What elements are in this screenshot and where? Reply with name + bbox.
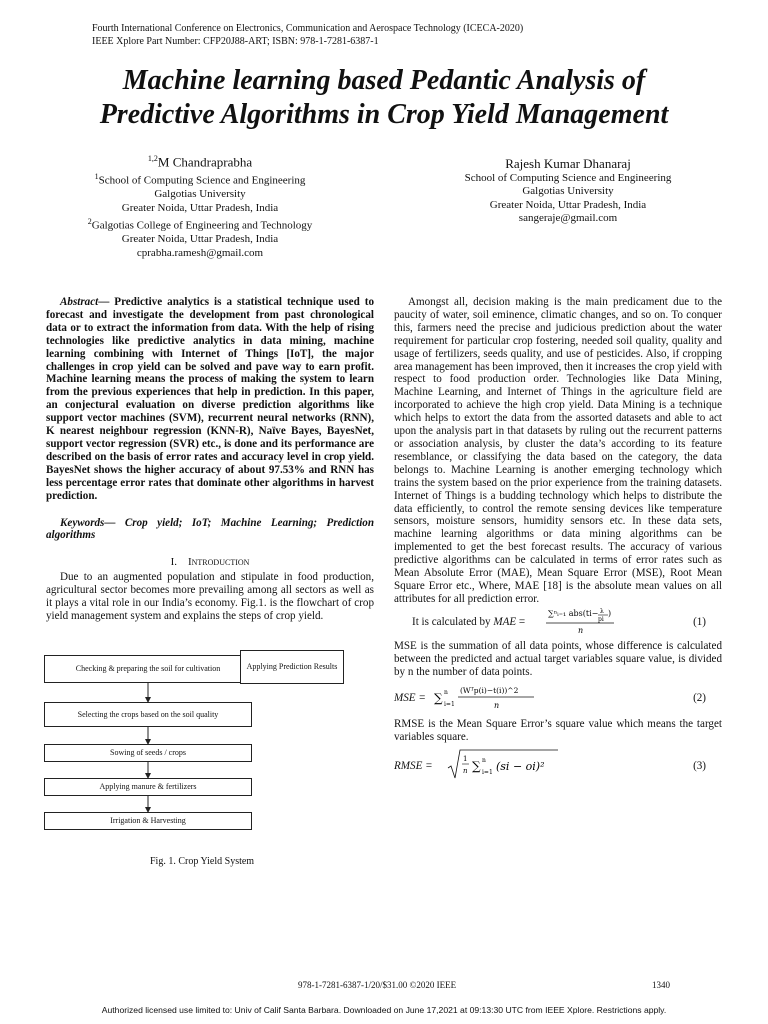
title-line-2: Predictive Algorithms in Crop Yield Management bbox=[99, 99, 669, 130]
keywords: Keywords— Crop yield; IoT; Machine Learning; Prediction algorithms bbox=[46, 516, 374, 542]
right-paragraph-1: Amongst all, decision making is the main predicament due to the paucity of water, soil eminence, climatic changes, and so on. To conquer this, farmers need the precise and judicious prediction about the water requirement for particular crop fostering, needed soil quality, quality and usage of fertilizers, seeds quality, and use of pesticides. Also, if cropping area management has been improved, then it increases the crop yield with respect to food production order. Technologies like Data Mining, Machine Learning, and Internet of Things in the agriculture field are incorporated to achieve the high crop yield. Data Mining is a technique which helps to extort the data from the assorted datasets and able to act upon the analysis part in that datasets by ruling out the recurrent patterns or association analysis, by cluster the data’s according to its feature resemblance, or classifying the data based on the category, the data belongs to. Machine Learning is another emerging technology which trains the system based on the prior experience from the training datasets. Internet of Things is a budding technology which helps to distribute the data efficiently, to control the remote sensing devices like temperature sensors, moisture sensors, humidity sensors etc. In these data sets, machine learning algorithms or data mining algorithms can be implemented to get the best forecast results. The accuracy of various predictive algorithms can be calculated in terms of error rates such as Mean Absolute Error (MAE), Mean Square Error (MSE), Root Mean Square Error etc., Where, MAE [18] is the absolute mean values on all attributes for all prediction error. bbox=[394, 296, 722, 605]
svg-text:pi: pi bbox=[598, 615, 604, 623]
author-2-location: Greater Noida, Uttar Pradesh, India bbox=[489, 198, 647, 211]
author-1-affiliation: School of Computing Science and Engineering bbox=[98, 174, 306, 187]
svg-text:n: n bbox=[578, 625, 584, 635]
svg-text:λ: λ bbox=[600, 607, 604, 615]
author-1-location-2: Greater Noida, Uttar Pradesh, India bbox=[121, 233, 279, 246]
svg-text:n: n bbox=[494, 701, 500, 711]
svg-text:n: n bbox=[463, 767, 468, 776]
svg-text:∑ⁿᵢ₌₁ abs(ti−: ∑ⁿᵢ₌₁ abs(ti− bbox=[548, 608, 599, 618]
author-1-university: Galgotias University bbox=[154, 188, 246, 201]
svg-text:): ) bbox=[608, 608, 612, 618]
footer-copyright: 978-1-7281-6387-1/20/$31.00 ©2020 IEEE bbox=[298, 980, 457, 990]
flowchart-box-irrigation: Irrigation & Harvesting bbox=[44, 812, 252, 830]
header-line-1: Fourth International Conference on Electronics, Communication and Aerospace Technology (ICECA-2020) bbox=[92, 23, 524, 34]
author-1-name: $^{1,2}$M Chandraprabha bbox=[147, 154, 253, 170]
author-2-university: Galgotias University bbox=[522, 185, 614, 198]
author-1-block: $^{1,2}$M Chandraprabha $^1$School of Computing Science and Engineering Galgotias University Greater Noida, Uttar Pradesh, India $^2$Galgotias College of Engineering and Technology Greater Noida, Uttar Pradesh, India cprabha.ramesh@gmail.com bbox=[40, 150, 360, 260]
svg-text:1: 1 bbox=[463, 755, 468, 764]
author-2-affiliation: School of Computing Science and Engineering bbox=[464, 172, 672, 184]
right-paragraph-3: RMSE is the Mean Square Error’s square value which means the target variables square. bbox=[394, 718, 722, 744]
author-2-email: sangeraje@gmail.com bbox=[518, 212, 618, 225]
equation-1: It is calculated by MAE = ∑ⁿᵢ₌₁ abs(ti− λ pi ) n (1) bbox=[394, 606, 722, 640]
svg-text:n: n bbox=[444, 689, 448, 697]
equation-2: MSE = ∑ n i=1 (Wᵀp(i)−t(i))^2 n (2) bbox=[394, 678, 722, 718]
crop-yield-flowchart bbox=[44, 650, 344, 850]
author-1-affiliation-2: Galgotias College of Engineering and Technology bbox=[91, 219, 313, 232]
svg-text:∑: ∑ bbox=[434, 691, 443, 706]
figure-caption: Fig. 1. Crop Yield System bbox=[150, 856, 255, 867]
intro-paragraph: Due to an augmented population and stipulate in food production, agricultural sector becomes more prevailing among all sectors as well as it plays a vital role in our India’s economy. Fig.1. is the flowchart of crop yield management system and explains the steps of crop yield. bbox=[46, 571, 374, 622]
title-line-1: Machine learning based Pedantic Analysis of bbox=[122, 65, 646, 96]
equation-3-radical bbox=[446, 748, 566, 784]
section-heading-introduction: I. Introduction bbox=[170, 556, 250, 569]
author-2-block bbox=[408, 155, 728, 226]
flowchart-box-prediction: Applying Prediction Results bbox=[240, 650, 344, 684]
flowchart-box-soil-prep: Checking & preparing the soil for cultivation bbox=[44, 655, 252, 683]
author-1-location: Greater Noida, Uttar Pradesh, India bbox=[121, 201, 279, 214]
flowchart-box-manure: Applying manure & fertilizers bbox=[44, 778, 252, 796]
abstract: Abstract— Predictive analytics is a statistical technique used to forecast and investigate the development from past chronological data or to extract the information from data. With the help of rising technologies like predictive analytics in data mining, machine learning combining with Internet of Things [IoT], the major challenges in crop yield can be solved and pave way to earn profit. Machine learning means the process of making the system to learn from the previous experiences that help in prediction. In this paper, an conjectural evaluation on diverse prediction algorithms like support vector machines (SVM), recurrent neural networks (RNN), K nearest neighbour regression (KNN-R), Naïve Bayes, BayesNet, support vector regression (SVR) etc., is done and its performance are described on the basis of error rates and accuracy level in crop yield. BayesNet shows the higher accuracy of about 97.53% and RNN has less percentage error rates that dominate other algorithms in harvest prediction. bbox=[46, 296, 374, 502]
svg-text:(si − oi)²: (si − oi)² bbox=[496, 760, 545, 774]
svg-text:∑: ∑ bbox=[472, 759, 481, 774]
svg-text:i=1: i=1 bbox=[482, 769, 493, 777]
license-notice: Authorized licensed use limited to: Univ of Calif Santa Barbara. Downloaded on June 17,2021 at 09:13:30 UTC from IEEE Xplore. Restrictions apply. bbox=[101, 1005, 667, 1015]
page-number: 1340 bbox=[652, 980, 670, 990]
svg-text:(Wᵀp(i)−t(i))^2: (Wᵀp(i)−t(i))^2 bbox=[460, 686, 519, 696]
flowchart-box-crop-selection: Selecting the crops based on the soil quality bbox=[44, 702, 252, 727]
left-column bbox=[46, 296, 374, 623]
paper-title bbox=[0, 64, 768, 132]
right-column bbox=[394, 296, 722, 784]
flowchart-box-sowing: Sowing of seeds / crops bbox=[44, 744, 252, 762]
conference-header bbox=[92, 22, 523, 48]
equation-2-fraction bbox=[434, 680, 554, 716]
svg-text:n: n bbox=[482, 757, 486, 765]
equation-1-fraction bbox=[542, 606, 622, 638]
svg-text:i=1: i=1 bbox=[444, 701, 455, 709]
author-2-name: Rajesh Kumar Dhanaraj bbox=[505, 156, 631, 171]
equation-3: RMSE = 1 n ∑ n i=1 (si − oi)² (3) bbox=[394, 744, 722, 784]
author-1-email: cprabha.ramesh@gmail.com bbox=[136, 246, 264, 259]
right-paragraph-2: MSE is the summation of all data points, whose difference is calculated between the predicted and actual target variables square value, is divided by n the number of data points. bbox=[394, 639, 722, 678]
header-line-2: IEEE Xplore Part Number: CFP20J88-ART; ISBN: 978-1-7281-6387-1 bbox=[92, 36, 379, 47]
